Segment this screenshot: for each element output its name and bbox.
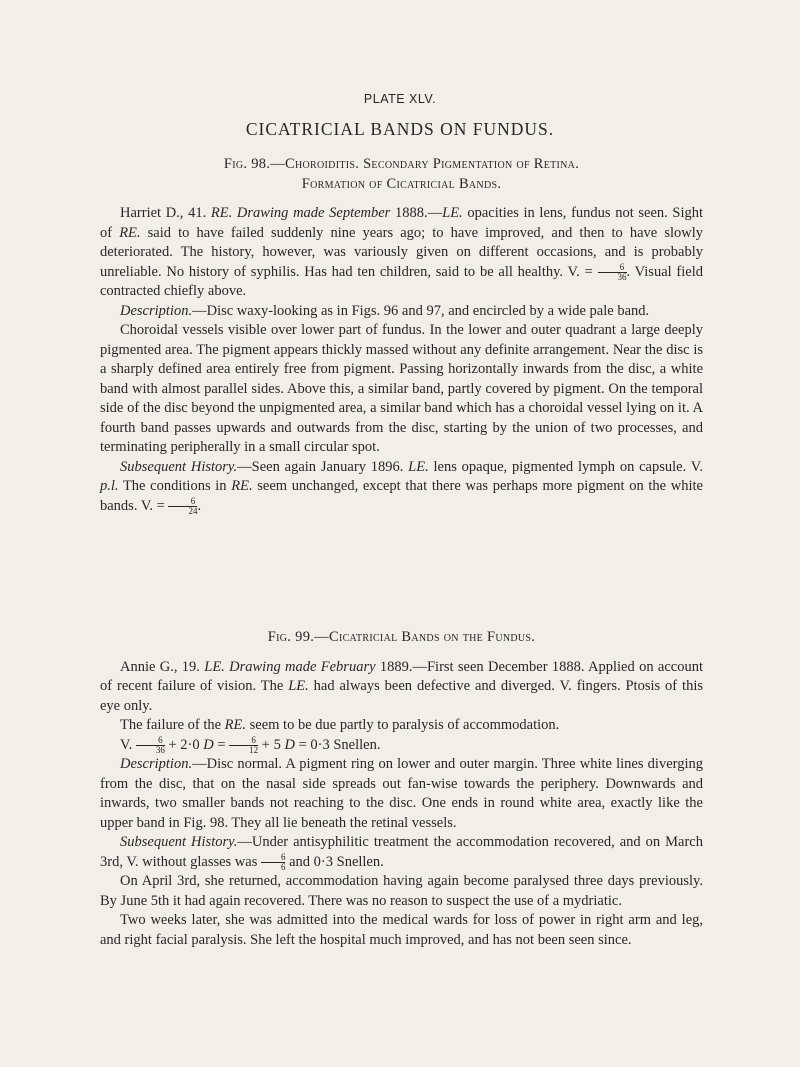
fraction: $\frac{6}{12}$	[229, 736, 258, 755]
plate-label: PLATE XLV.	[363, 92, 437, 106]
fig99-vision-line: V. $\frac{6}{36}$ + 2·0 D = $\frac{6}{12}$ + 5 D = 0·3 Snellen.	[120, 734, 381, 755]
fig98-description: Description.—Disc waxy-looking as in Figs. 96 and 97, and encircled by a wide pale band.	[120, 302, 650, 319]
fig99-final-paragraph: Two weeks later, she was admitted into the medical wards for loss of power in right arm and leg, and right facial paralysis. She left the hospital much improved, and has not been seen since.	[100, 912, 703, 948]
fig99-april-paragraph: On April 3rd, she returned, accommodation having again become paralysed three days previously. By June 5th it had again recovered. There was no reason to suspect the use of a mydriatic.	[100, 873, 703, 909]
fig99-heading: Fig. 99.—Cicatricial Bands on the Fundus.	[267, 629, 536, 645]
fraction: $\frac{6}{36}$	[136, 736, 165, 755]
fig98-subsequent-history: Subsequent History.—Seen again January 1896. LE. lens opaque, pigmented lymph on capsule. V. p.l. The conditions in RE. seem unchanged, except that there was perhaps more pigment on the white bands. V. = $\frac{6}{24}$ .	[100, 458, 703, 516]
fraction: $\frac{6}{24}$	[168, 497, 197, 516]
fig98-choroidal-paragraph: Choroidal vessels visible over lower part of fundus. In the lower and outer quadrant a large deeply pigmented area. The pigment appears thickly massed without any definite arrangement. Near the disc is a sharply defined area entirely free from pigment. Passing horizontally inwards from the disc, a white band with almost parallel sides. Above this, a similar band, partly covered by pigment. On the temporal side of the disc beyond the unpigmented area, a similar band which has a choroidal vessel lying on it. A fourth band passes upwards and outwards from the disc, starting by the union of two processes, and terminating peripherally in a small circular spot.	[100, 322, 703, 455]
page-title: CICATRICIAL BANDS ON FUNDUS.	[245, 119, 555, 139]
fig99-subsequent-history: Subsequent History.—Under antisyphilitic treatment the accommodation recovered, and on March 3rd, V. without glasses was $\frac{6}{6}$ and 0·3 Snellen.	[100, 834, 703, 872]
fraction: $\frac{6}{6}$	[261, 853, 286, 872]
fig99-case-paragraph: Annie G., 19. LE. Drawing made February 1889.—First seen December 1888. Applied on account of recent failure of vision. The LE. had always been defective and diverged. V. fingers. Ptosis of this eye only.	[100, 658, 703, 714]
fig99-section	[100, 628, 703, 950]
fig98-case-paragraph: Harriet D., 41. RE. Drawing made September 1888.—LE. opacities in lens, fundus not seen. Sight of RE. said to have failed suddenly nine years ago; to have improved, and then to have slowly deteriorated. The history, however, was variously given on different occasions, and is probably unreliable. No history of syphilis. Has had ten children, said to be all healthy. V. = $\frac{6}{36}$ . Visual field contracted chiefly above.	[100, 205, 704, 299]
fig98-heading-line1: Fig. 98.—Choroiditis. Secondary Pigmentation of Retina.	[223, 156, 580, 172]
fig98-heading-line2: Formation of Cicatricial Bands.	[301, 175, 502, 192]
fraction: $\frac{6}{36}$	[598, 263, 627, 282]
fig99-description: Description.—Disc normal. A pigment ring on lower and outer margin. Three white lines diverging from the disc, that on the nasal side spreads out fan-wise towards the periphery. Downwards and inwards, two smaller bands not reaching to the disc. One ends in round white area, exactly like the upper band in Fig. 98. They all lie beneath the retinal vessels.	[100, 756, 703, 831]
fig99-failure-paragraph: The failure of the RE. seem to be due partly to paralysis of accommodation.	[120, 717, 560, 733]
fig98-section	[100, 155, 703, 516]
